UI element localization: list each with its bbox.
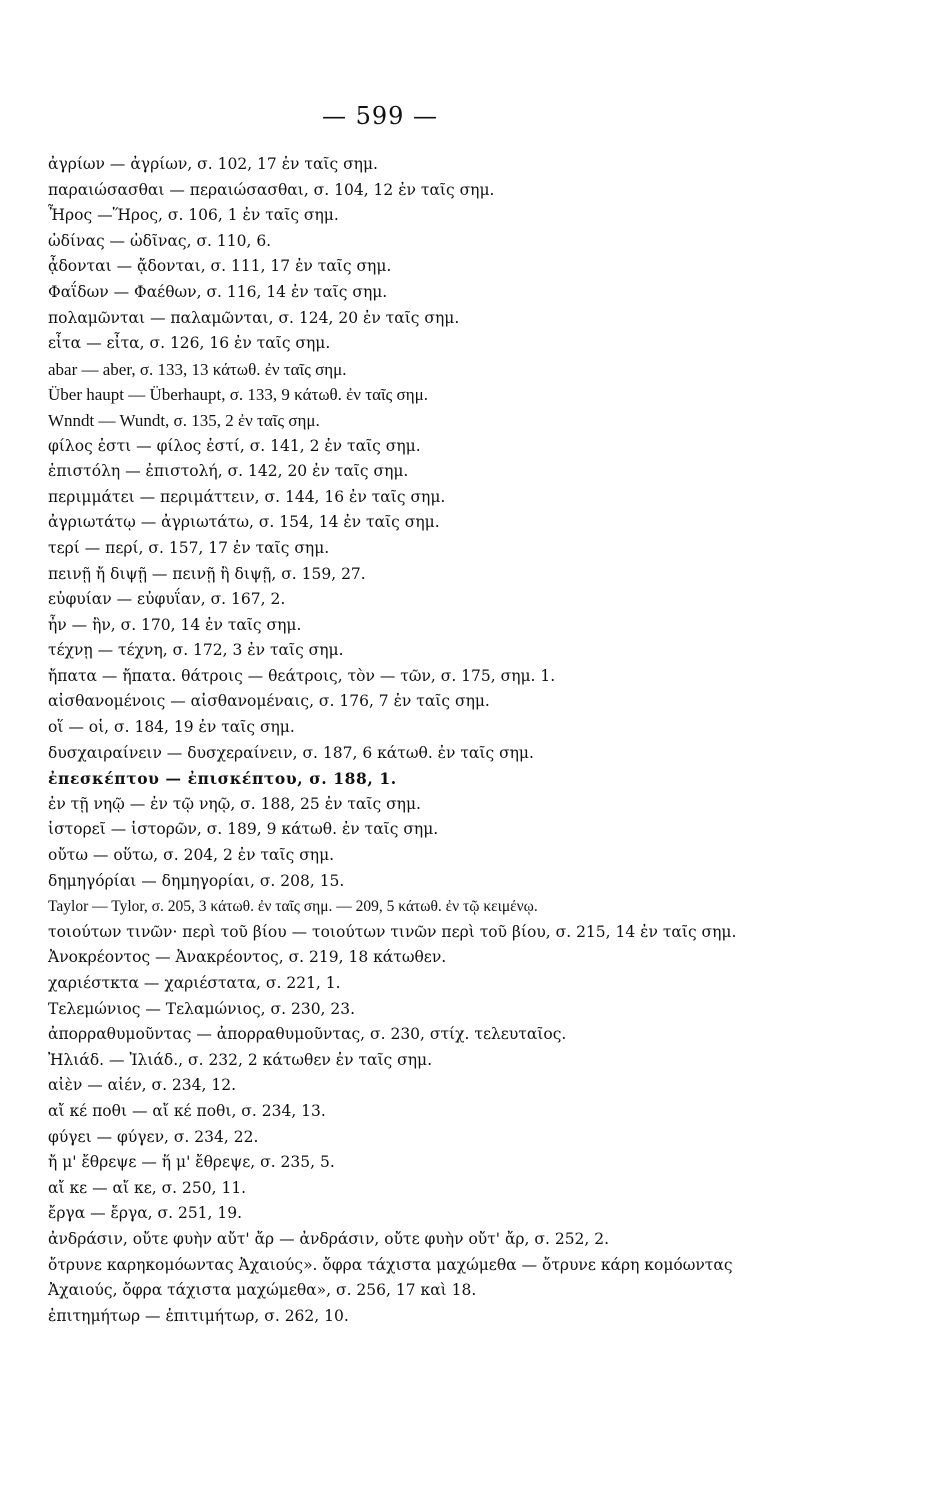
errata-entry: δημηγόρίαι — δημηγορίαι, σ. 208, 15. (48, 871, 345, 890)
errata-entry: τερί — περί, σ. 157, 17 ἐν ταῖς σημ. (48, 538, 330, 557)
errata-entry: Ἠλιάδ. — Ἰλιάδ., σ. 232, 2 κάτωθεν ἐν ταῖς σημ. (48, 1050, 433, 1069)
errata-entry: αἰσθανομένοις — αἰσθανομέναις, σ. 176, 7 ἐν ταῖς σημ. (48, 692, 490, 711)
errata-entry: εἶτα — εἶτα, σ. 126, 16 ἐν ταῖς σημ. (48, 334, 331, 353)
errata-entry: ἀνδράσιν, οὔτε φυὴν αὔτ' ἄρ — ἀνδράσιν, οὔτε φυὴν οὔτ' ἄρ, σ. 252, 2. (48, 1229, 610, 1248)
errata-entry: ᾆδονται — ᾄδονται, σ. 111, 17 ἐν ταῖς σημ. (48, 257, 392, 276)
errata-entry: εὐφυίαν — εὐφυΐαν, σ. 167, 2. (48, 590, 286, 609)
errata-entry: αἰὲν — αἰέν, σ. 234, 12. (48, 1076, 237, 1095)
errata-entry: Taylor — Tylor, σ. 205, 3 κάτωθ. ἐν ταῖς σημ. — 209, 5 κάτωθ. ἐν τῷ κειμένῳ. (48, 898, 538, 916)
errata-entry: Ἀνοκρέοντος — Ἀνακρέοντος, σ. 219, 18 κάτωθεν. (48, 948, 447, 967)
errata-entry: ἐπιτημήτωρ — ἐπιτιμήτωρ, σ. 262, 10. (48, 1306, 349, 1325)
errata-entry: αἴ κέ ποθι — αἴ κέ ποθι, σ. 234, 13. (48, 1101, 326, 1120)
page-number: — 599 — (321, 102, 439, 130)
errata-entry: πεινῇ ἤ διψῇ — πεινῇ ἢ διψῇ, σ. 159, 27. (48, 564, 366, 583)
errata-entry: ὄτρυνε καρηκομόωντας Ἀχαιούς». ὄφρα τάχιστα μαχώμεθα — ὄτρυνε κάρη κομόωντας Ἀχαιούς, ὄφρα τάχιστα μαχώμεθα», σ. 256, 17 καὶ 18. (48, 1255, 733, 1300)
errata-entry: οὔτω — οὕτω, σ. 204, 2 ἐν ταῖς σημ. (48, 846, 335, 865)
errata-entry: ἱστορεῖ — ἱστορῶν, σ. 189, 9 κάτωθ. ἐν ταῖς σημ. (48, 820, 439, 839)
errata-entry: τέχνῃ — τέχνη, σ. 172, 3 ἐν ταῖς σημ. (48, 641, 344, 660)
errata-entry: Φαΐδων — Φαέθων, σ. 116, 14 ἐν ταῖς σημ. (48, 282, 388, 301)
errata-entry: ἦν — ἢν, σ. 170, 14 ἐν ταῖς σημ. (48, 615, 302, 634)
errata-entry: ἤπατα — ἤπατα. θάτροις — θεάτροις, τὸν — τῶν, σ. 175, σημ. 1. (48, 666, 556, 685)
errata-entry: οἵ — οἱ, σ. 184, 19 ἐν ταῖς σημ. (48, 718, 295, 737)
errata-entry: φύγει — φύγεν, σ. 234, 22. (48, 1127, 259, 1146)
errata-entry: ἐπιστόλη — ἐπιστολή, σ. 142, 20 ἐν ταῖς σημ. (48, 462, 409, 481)
errata-entry: ἀγριωτάτῳ — ἀγριωτάτω, σ. 154, 14 ἐν ταῖς σημ. (48, 513, 440, 532)
errata-entry: Über haupt — Überhaupt, σ. 133, 9 κάτωθ. ἐν ταῖς σημ. (48, 385, 428, 405)
errata-entry: δυσχαιραίνειν — δυσχεραίνειν, σ. 187, 6 κάτωθ. ἐν ταῖς σημ. (48, 743, 534, 762)
errata-entry: Wnndt — Wundt, σ. 135, 2 ἐν ταῖς σημ. (48, 410, 320, 430)
errata-entry: ὠδίνας — ὠδῖνας, σ. 110, 6. (48, 231, 272, 250)
errata-entry: ἐν τῇ νηῷ — ἐν τῷ νηῷ, σ. 188, 25 ἐν ταῖς σημ. (48, 794, 421, 813)
errata-entry: αἴ κε — αἴ κε, σ. 250, 11. (48, 1178, 247, 1197)
errata-entry: ἀπορραθυμοῦντας — ἀπορραθυμοῦντας, σ. 230, στίχ. τελευταῖος. (48, 1025, 567, 1044)
errata-entry: περιμμάτει — περιμάττειν, σ. 144, 16 ἐν ταῖς σημ. (48, 487, 446, 506)
errata-entry: Ἦρος —Ἥρος, σ. 106, 1 ἐν ταῖς σημ. (48, 206, 339, 225)
errata-entry: φίλος ἐστι — φίλος ἐστί, σ. 141, 2 ἐν ταῖς σημ. (48, 436, 421, 455)
errata-entry: παραιώσασθαι — περαιώσασθαι, σ. 104, 12 ἐν ταῖς σημ. (48, 180, 495, 199)
errata-entry: ἀγρίων — ἀγρίων, σ. 102, 17 ἐν ταῖς σημ. (48, 155, 378, 173)
errata-entry: ἐπεσκέπτου — ἐπισκέπτου, σ. 188, 1. (48, 769, 397, 789)
errata-entry: abar — aber, σ. 133, 13 κάτωθ. ἐν ταῖς σημ. (48, 359, 347, 379)
errata-entry: Τελεμώνιος — Τελαμώνιος, σ. 230, 23. (48, 999, 356, 1018)
errata-entry: πολαμῶνται — παλαμῶνται, σ. 124, 20 ἐν ταῖς σημ. (48, 308, 460, 327)
errata-entry: χαριέστκτα — χαριέστατα, σ. 221, 1. (48, 974, 341, 992)
errata-entry: ἤ μ' ἔθρεψε — ἥ μ' ἔθρεψε, σ. 235, 5. (48, 1153, 335, 1172)
errata-entry: τοιούτων τινῶν· περὶ τοῦ βίου — τοιούτων τινῶν περὶ τοῦ βίου, σ. 215, 14 ἐν ταῖς σημ. (48, 922, 737, 941)
errata-list (48, 152, 748, 1329)
errata-entry: ἔργα — ἔργα, σ. 251, 19. (48, 1204, 243, 1223)
